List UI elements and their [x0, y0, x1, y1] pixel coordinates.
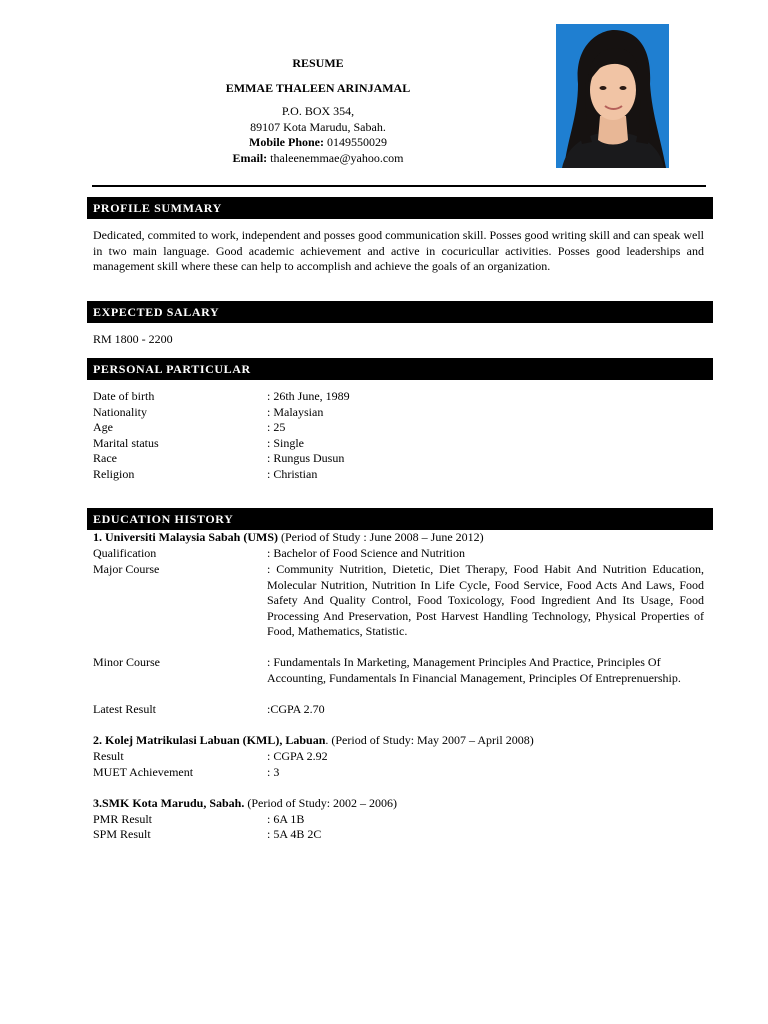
ums-period: (Period of Study : June 2008 – June 2012): [278, 530, 484, 544]
ums-result-value: :CGPA 2.70: [267, 702, 325, 716]
expected-salary-value: RM 1800 - 2200: [93, 332, 173, 346]
personal-value: : 26th June, 1989: [267, 389, 350, 403]
ums-major-label: Major Course: [93, 562, 160, 576]
section-header-expected-salary: EXPECTED SALARY: [87, 301, 713, 323]
kml-period: . (Period of Study: May 2007 – April 2008): [325, 733, 534, 747]
ums-minor-value: : Fundamentals In Marketing, Management Principles And Practice, Principles Of Accounting, Fundamentals In Financial Management, Principles Of Entreprenuership.: [267, 655, 681, 685]
kml-muet-value: : 3: [267, 764, 280, 779]
personal-label: Marital status: [93, 435, 159, 450]
ums-result-row: [93, 702, 704, 718]
smk-name: 3.SMK Kota Marudu, Sabah.: [93, 796, 245, 810]
ums-qualification-label: Qualification: [93, 546, 157, 560]
kml-name: 2. Kolej Matrikulasi Labuan (KML), Labuan: [93, 733, 326, 747]
smk-spm-label: SPM Result: [93, 827, 151, 841]
smk-spm-value: : 5A 4B 2C: [267, 827, 322, 841]
kml-muet-row: [93, 765, 704, 781]
education-smk-title: [93, 796, 704, 812]
ums-major-row: [93, 562, 704, 642]
section-header-profile-summary: PROFILE SUMMARY: [87, 197, 713, 219]
profile-photo: [556, 24, 669, 168]
personal-row: [93, 405, 704, 421]
resume-header: [140, 56, 496, 166]
email-value: thaleenemmae@yahoo.com: [267, 150, 404, 165]
personal-value: : Christian: [267, 466, 318, 481]
kml-result-row: [93, 749, 704, 765]
personal-value: : Malaysian: [267, 404, 324, 419]
smk-pmr-row: [93, 812, 704, 828]
personal-value: : Single: [267, 435, 305, 450]
education-ums-title: [93, 530, 704, 546]
personal-label: Race: [93, 451, 117, 465]
education-kml-title: [93, 733, 704, 749]
email: [140, 151, 496, 167]
mobile-value: 0149550029: [324, 135, 387, 149]
address-line-1: P.O. BOX 354,: [281, 104, 355, 118]
profile-summary-text: Dedicated, commited to work, independent and posses good communication skill. Posses good writing skill and can speak well in two main language. Good academic achievement and active in cocuricullar activities. Posses good leaderships and management skill where these can help to accomplish and achieve the goals of an organization.: [93, 228, 704, 273]
section-header-personal-particular: PERSONAL PARTICULAR: [87, 358, 713, 380]
personal-value: : Rungus Dusun: [267, 451, 345, 465]
ums-minor-row: [93, 655, 704, 703]
ums-qualification-value: : Bachelor of Food Science and Nutrition: [267, 546, 465, 560]
smk-pmr-label: PMR Result: [93, 811, 153, 826]
portrait-image: [556, 24, 669, 168]
address-line-2: 89107 Kota Marudu, Sabah.: [250, 119, 386, 134]
smk-period: (Period of Study: 2002 – 2006): [244, 796, 398, 810]
personal-row: [93, 451, 704, 467]
resume-title: RESUME: [292, 56, 344, 70]
smk-pmr-value: : 6A 1B: [267, 811, 305, 826]
applicant-name: EMMAE THALEEN ARINJAMAL: [225, 80, 411, 95]
kml-result-value: : CGPA 2.92: [267, 749, 328, 763]
contact-block: [140, 104, 496, 166]
personal-label: Date of birth: [93, 389, 155, 403]
personal-row: [93, 420, 704, 436]
kml-muet-label: MUET Achievement: [93, 764, 194, 779]
mobile-label: Mobile Phone:: [249, 135, 324, 149]
email-label: Email:: [232, 150, 268, 165]
section-header-education-history: EDUCATION HISTORY: [87, 508, 713, 530]
personal-row: [93, 389, 704, 405]
ums-result-label: Latest Result: [93, 702, 156, 716]
personal-label: Age: [93, 420, 113, 434]
personal-label: Nationality: [93, 404, 147, 419]
personal-row: [93, 436, 704, 452]
kml-result-label: Result: [93, 749, 124, 763]
personal-value: : 25: [267, 420, 286, 434]
header-divider: [92, 185, 706, 187]
ums-qualification-row: [93, 546, 704, 562]
personal-row: [93, 467, 704, 483]
smk-spm-row: [93, 827, 704, 843]
ums-major-value: : Community Nutrition, Dietetic, Diet Therapy, Food Habit And Nutrition Education, Molecular Nutrition, Nutrition In Life Cycle, Food Service, Food Acts And Laws, Food Safety And Quality Control, Food Toxicology, Food Ingredient And Its Usage, Food Processing And Preservation, Post Harvest Handling Technology, Physical Properties of Food, Mathematics, Statistic.: [267, 562, 704, 638]
ums-minor-label: Minor Course: [93, 655, 160, 669]
mobile-phone: [140, 135, 496, 151]
personal-label: Religion: [93, 466, 135, 481]
ums-name: 1. Universiti Malaysia Sabah (UMS): [93, 530, 279, 544]
